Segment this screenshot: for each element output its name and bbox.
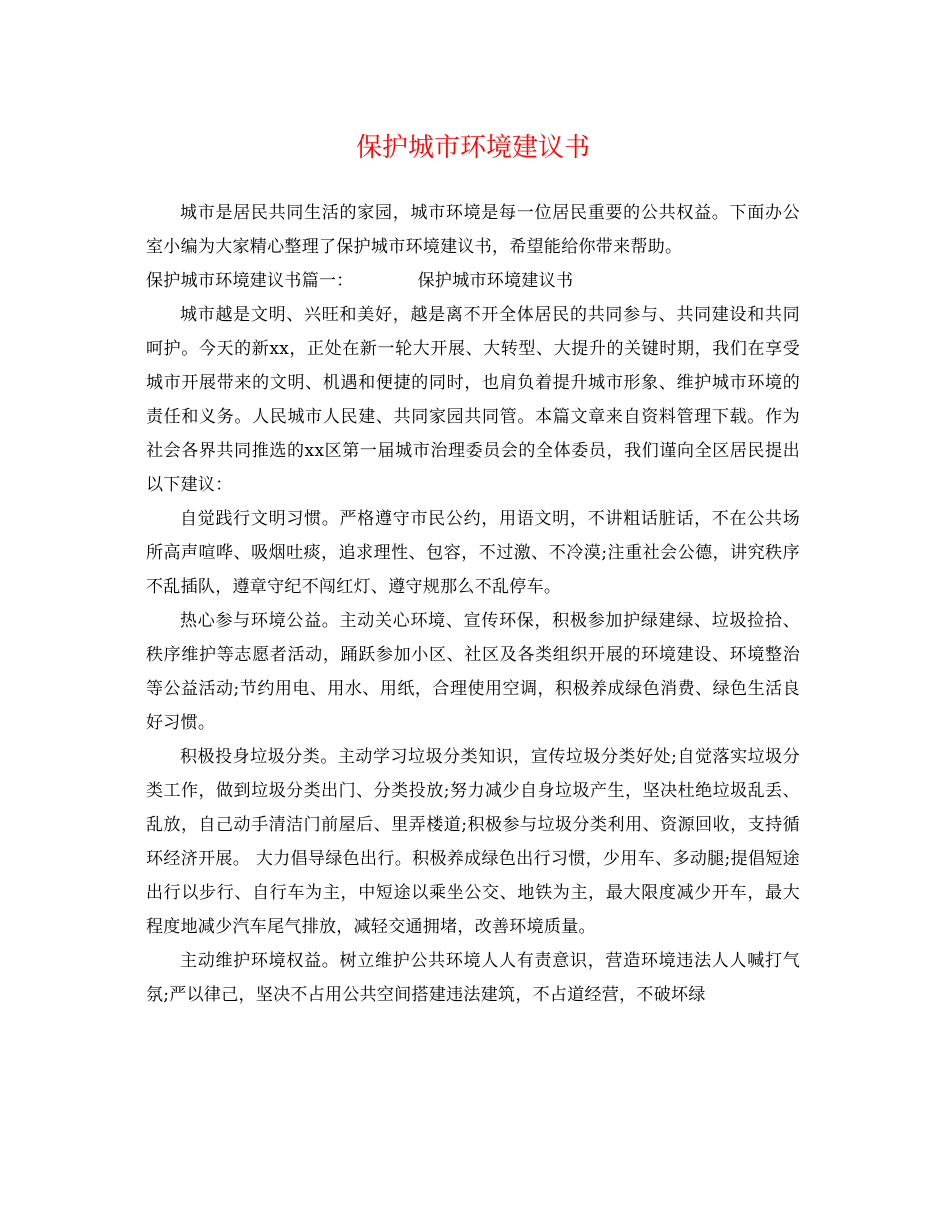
body-paragraph-1: 城市越是文明、兴旺和美好，越是离不开全体居民的共同参与、共同建设和共同呵护。今天的新xx，正处在新一轮大开展、大转型、大提升的关键时期，我们在享受城市开展带来的文明、机遇和便捷的同时，也肩负着提升城市形象、维护城市环境的责任和义务。人民城市人民建、共同家园共同管。本篇文章来自资料管理下载。作为社会各界共同推选的xx区第一届城市治理委员会的全体委员，我们谨向全区居民提出以下建议： [146,305,800,495]
section-heading [146,264,800,298]
body-paragraph-3: 热心参与环境公益。主动关心环境、宣传环保，积极参加护绿建绿、垃圾捡拾、秩序维护等志愿者活动，踊跃参加小区、社区及各类组织开展的环境建设、环境整治等公益活动;节约用电、用水、用纸，合理使用空调，积极养成绿色消费、绿色生活良好习惯。 [146,611,800,733]
document-title: 保护城市环境建议书 [355,133,590,163]
body-paragraph-2: 自觉践行文明习惯。严格遵守市民公约，用语文明，不讲粗话脏话，不在公共场所高声喧哗、吸烟吐痰，追求理性、包容，不过激、不冷漠;注重社会公德，讲究秩序不乱插队，遵章守纪不闯红灯、遵守规那么不乱停车。 [146,509,800,597]
intro-paragraph: 城市是居民共同生活的家园，城市环境是每一位居民重要的公共权益。下面办公室小编为大家精心整理了保护城市环境建议书，希望能给你带来帮助。 [146,203,800,257]
section-label: 保护城市环境建议书篇一： [146,271,354,291]
body-paragraph-5: 主动维护环境权益。树立维护公共环境人人有责意识，营造环境违法人人喊打气氛;严以律己，坚决不占用公共空间搭建违法建筑，不占道经营，不破坏绿 [146,951,800,1005]
section-title: 保护城市环境建议书 [417,271,574,291]
body-paragraph-4: 积极投身垃圾分类。主动学习垃圾分类知识，宣传垃圾分类好处;自觉落实垃圾分类工作，做到垃圾分类出门、分类投放;努力减少自身垃圾产生，坚决杜绝垃圾乱丢、乱放，自己动手清洁门前屋后、里弄楼道;积极参与垃圾分类利用、资源回收，支持循环经济开展。 大力倡导绿色出行。积极养成绿色出行习惯，少用车、多动腿;提倡短途出行以步行、自行车为主，中短途以乘坐公交、地铁为主，最大限度减少开车，最大程度地减少汽车尾气排放，减轻交通拥堵，改善环境质量。 [146,747,800,937]
